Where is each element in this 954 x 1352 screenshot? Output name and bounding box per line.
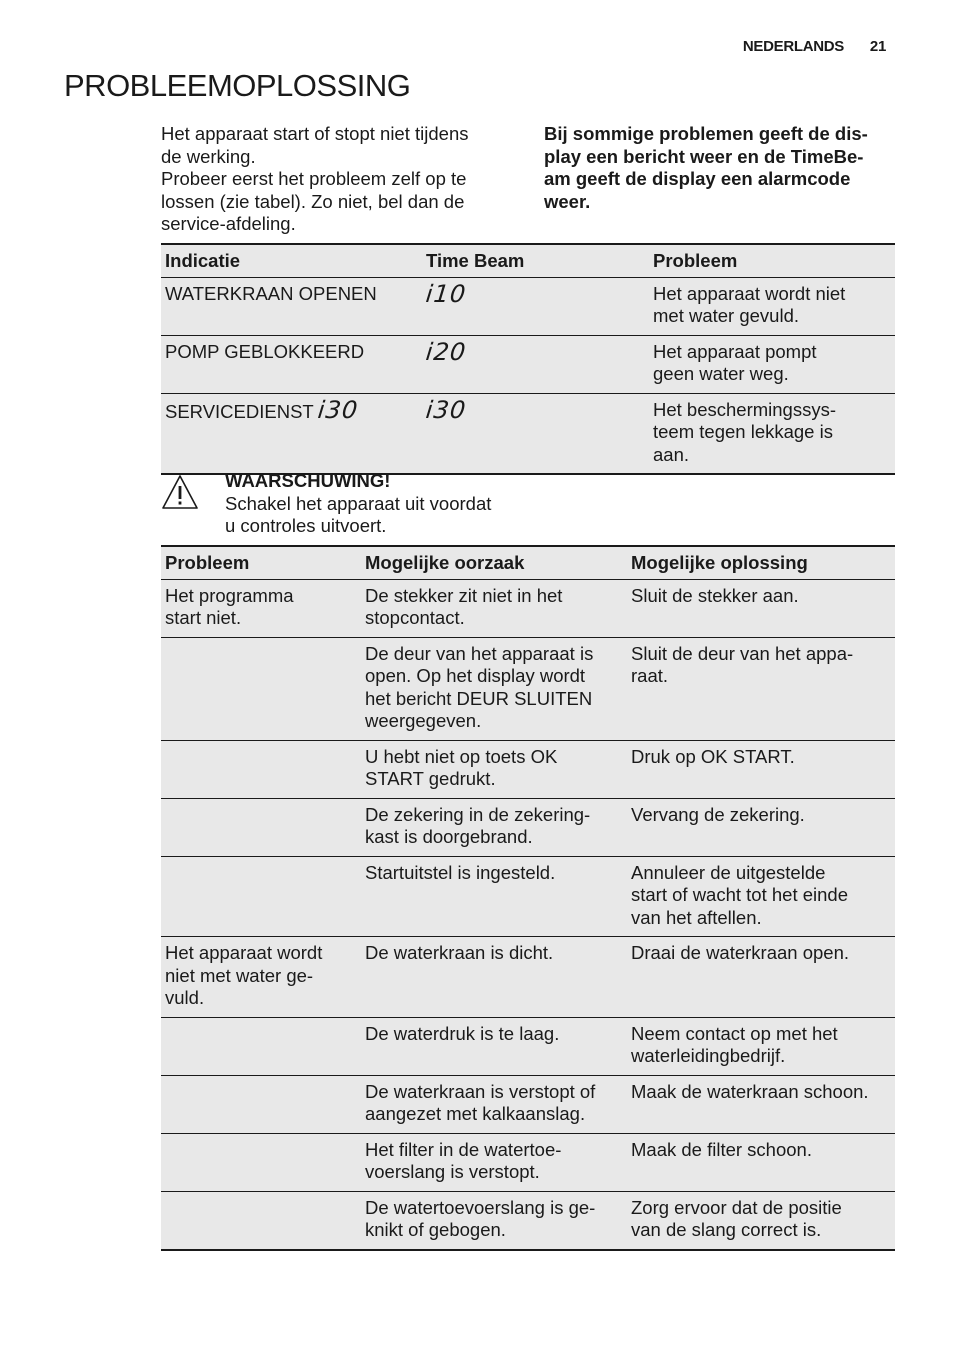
cause-line: De waterkraan is verstopt of (365, 1080, 596, 1102)
cause-line: De watertoevoerslang is ge- (365, 1196, 596, 1218)
problem-line: met water gevuld. (653, 305, 800, 326)
problem-cell (161, 1075, 361, 1133)
header-language: NEDERLANDS (742, 38, 845, 55)
solution-line: start of wacht tot het einde (631, 884, 848, 905)
warning-text (225, 470, 491, 538)
indication-text: POMP GEBLOKKEERD (165, 340, 365, 362)
problem-row (161, 1017, 895, 1075)
cause-cell (361, 740, 627, 798)
cause-line: De deur van het apparaat is (365, 642, 594, 664)
cause-cell (361, 1191, 627, 1250)
problem-cell (161, 1133, 361, 1191)
cause-cell (361, 1075, 627, 1133)
problem-row (161, 1133, 895, 1191)
problem-cell (649, 277, 895, 335)
column-header: Mogelijke oplossing (627, 546, 895, 579)
solution-line: Maak de filter schoon. (631, 1138, 812, 1160)
solution-line: Zorg ervoor dat de positie (631, 1196, 842, 1218)
cause-line: U hebt niet op toets OK (365, 745, 558, 767)
solution-line: van de slang correct is. (631, 1219, 822, 1240)
cause-line: De zekering in de zekering- (365, 803, 591, 825)
cause-cell (361, 1133, 627, 1191)
time-beam-cell (422, 393, 649, 474)
warning-triangle-icon (161, 474, 199, 510)
column-header: Probleem (649, 244, 895, 277)
solution-line: van het aftellen. (631, 906, 762, 928)
indication-row (161, 277, 895, 335)
time-beam-code: i10 (424, 279, 468, 308)
problem-cell (161, 856, 361, 937)
indication-code: i30 (316, 395, 360, 424)
cause-line: knikt of gebogen. (365, 1219, 506, 1240)
solution-line: Sluit de deur van het appa- (631, 642, 854, 664)
time-beam-cell (422, 277, 649, 335)
cause-cell (361, 579, 627, 637)
intro-line: Het apparaat start of stopt niet tijdens (161, 123, 469, 144)
problem-cell (161, 798, 361, 856)
problem-cell (161, 1191, 361, 1250)
cause-cell (361, 937, 627, 1018)
problem-row (161, 1191, 895, 1250)
problem-line: Het apparaat wordt niet (653, 282, 846, 304)
solution-line: raat. (631, 665, 669, 686)
problem-line: vuld. (165, 987, 205, 1008)
problem-row (161, 740, 895, 798)
solution-cell (627, 1075, 895, 1133)
column-header: Time Beam (422, 244, 649, 277)
problem-row (161, 856, 895, 937)
intro-bold-line: am geeft de display een alarmcode (544, 168, 851, 190)
solution-cell (627, 798, 895, 856)
problem-line: Het programma (165, 584, 294, 606)
cause-line: kast is doorgebrand. (365, 826, 533, 847)
indication-table-header (161, 244, 895, 277)
indication-cell (161, 277, 422, 335)
cause-line: De waterdruk is te laag. (365, 1022, 560, 1044)
cause-line: weergegeven. (365, 710, 482, 731)
problem-table (161, 545, 895, 1251)
solution-cell (627, 1133, 895, 1191)
cause-line: open. Op het display wordt (365, 665, 586, 686)
problem-cell (161, 1017, 361, 1075)
cause-line: De stekker zit niet in het (365, 584, 563, 606)
intro-line: Probeer eerst het probleem zelf op te (161, 168, 467, 190)
solution-line: Druk op OK START. (631, 745, 795, 767)
cause-line: voerslang is verstopt. (365, 1161, 540, 1182)
solution-line: waterleidingbedrijf. (631, 1045, 786, 1066)
indication-text: WATERKRAAN OPENEN (165, 282, 377, 304)
warning-block (161, 470, 761, 542)
cause-cell (361, 798, 627, 856)
problem-line: Het beschermingssys- (653, 398, 837, 420)
solution-cell (627, 937, 895, 1018)
problem-cell (161, 740, 361, 798)
indication-cell (161, 335, 422, 393)
intro-bold-line: play een bericht weer en de TimeBe- (544, 145, 864, 167)
cause-cell (361, 856, 627, 937)
problem-cell (161, 637, 361, 740)
solution-cell (627, 637, 895, 740)
problem-row (161, 1075, 895, 1133)
page-number: 21 (869, 38, 886, 55)
cause-line: Het filter in de watertoe- (365, 1138, 562, 1160)
warning-line: u controles uitvoert. (225, 515, 387, 537)
solution-line: Annuleer de uitgestelde (631, 861, 826, 883)
problem-line: aan. (653, 443, 690, 465)
cause-cell (361, 1017, 627, 1075)
intro-line: de werking. (161, 145, 256, 167)
cause-line: het bericht DEUR SLUITEN (365, 687, 593, 709)
indication-text: SERVICEDIENST (165, 400, 314, 422)
problem-row (161, 798, 895, 856)
time-beam-code: i30 (424, 395, 468, 424)
solution-cell (627, 1191, 895, 1250)
column-header: Indicatie (161, 244, 422, 277)
cause-line: aangezet met kalkaanslag. (365, 1103, 586, 1124)
problem-cell (161, 937, 361, 1018)
cause-line: stopcontact. (365, 607, 465, 628)
time-beam-code: i20 (424, 337, 468, 366)
page-header (743, 38, 886, 55)
problem-line: geen water weg. (653, 363, 789, 384)
solution-line: Neem contact op met het (631, 1022, 838, 1044)
problem-line: niet met water ge- (165, 964, 314, 986)
column-header: Probleem (161, 546, 361, 579)
problem-cell (649, 393, 895, 474)
problem-row (161, 579, 895, 637)
time-beam-cell (422, 335, 649, 393)
problem-cell (649, 335, 895, 393)
problem-table-header (161, 546, 895, 579)
indication-row (161, 335, 895, 393)
intro-text (161, 123, 511, 236)
solution-line: Draai de waterkraan open. (631, 942, 850, 963)
problem-line: start niet. (165, 607, 242, 628)
solution-cell (627, 1017, 895, 1075)
indication-table (161, 243, 895, 475)
problem-row (161, 937, 895, 1018)
warning-title: WAARSCHUWING! (225, 470, 391, 491)
warning-line: Schakel het apparaat uit voordat (225, 492, 492, 514)
cause-line: Startuitstel is ingesteld. (365, 861, 556, 883)
problem-line: teem tegen lekkage is (653, 421, 833, 442)
solution-cell (627, 740, 895, 798)
solution-line: Sluit de stekker aan. (631, 584, 799, 606)
intro-bold-line: Bij sommige problemen geeft de dis- (544, 123, 868, 144)
cause-line: START gedrukt. (365, 768, 496, 789)
solution-cell (627, 579, 895, 637)
problem-cell (161, 579, 361, 637)
column-header: Mogelijke oorzaak (361, 546, 627, 579)
cause-cell (361, 637, 627, 740)
problem-row (161, 637, 895, 740)
cause-line: De waterkraan is dicht. (365, 942, 554, 963)
problem-line: Het apparaat wordt (165, 942, 323, 963)
intro-bold-line: weer. (544, 190, 591, 212)
problem-line: Het apparaat pompt (653, 340, 817, 362)
indication-cell (161, 393, 422, 474)
intro-line: service-afdeling. (161, 213, 296, 235)
intro-bold-text (544, 123, 896, 213)
page-title: PROBLEEMOPLOSSING (64, 68, 411, 103)
indication-row (161, 393, 895, 474)
solution-line: Maak de waterkraan schoon. (631, 1080, 869, 1102)
solution-cell (627, 856, 895, 937)
intro-line: lossen (zie tabel). Zo niet, bel dan de (161, 190, 465, 212)
solution-line: Vervang de zekering. (631, 803, 805, 825)
